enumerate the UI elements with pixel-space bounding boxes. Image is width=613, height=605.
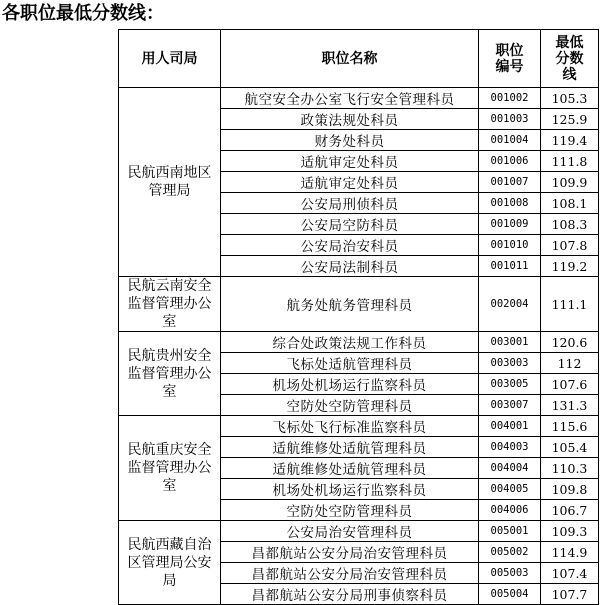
table-row bbox=[119, 88, 599, 109]
score-cell: 120.6 bbox=[541, 332, 599, 353]
table-header-row bbox=[119, 30, 599, 88]
code-cell: 003005 bbox=[479, 374, 541, 395]
score-cell: 107.7 bbox=[541, 584, 599, 605]
score-cell: 111.1 bbox=[541, 277, 599, 332]
code-cell: 001004 bbox=[479, 130, 541, 151]
header-code: 职位编号 bbox=[479, 30, 541, 88]
code-cell: 001003 bbox=[479, 109, 541, 130]
code-cell: 003007 bbox=[479, 395, 541, 416]
position-cell: 适航维修处适航管理科员 bbox=[221, 437, 479, 458]
score-cell: 109.8 bbox=[541, 479, 599, 500]
code-cell: 004004 bbox=[479, 458, 541, 479]
position-cell: 公安局治安管理科员 bbox=[221, 521, 479, 542]
position-cell: 综合处政策法规工作科员 bbox=[221, 332, 479, 353]
position-cell: 公安局治安科员 bbox=[221, 235, 479, 256]
score-cell: 112 bbox=[541, 353, 599, 374]
score-cell: 105.4 bbox=[541, 437, 599, 458]
position-cell: 昌都航站公安分局治安管理科员 bbox=[221, 563, 479, 584]
position-cell: 适航审定处科员 bbox=[221, 172, 479, 193]
score-cell: 107.6 bbox=[541, 374, 599, 395]
score-cell: 115.6 bbox=[541, 416, 599, 437]
code-cell: 005004 bbox=[479, 584, 541, 605]
position-cell: 昌都航站公安分局刑事侦察科员 bbox=[221, 584, 479, 605]
code-cell: 003001 bbox=[479, 332, 541, 353]
score-cell: 109.3 bbox=[541, 521, 599, 542]
position-cell: 公安局法制科员 bbox=[221, 256, 479, 277]
table-row bbox=[119, 277, 599, 332]
code-cell: 004006 bbox=[479, 500, 541, 521]
code-cell: 004003 bbox=[479, 437, 541, 458]
position-cell: 机场处机场运行监察科员 bbox=[221, 374, 479, 395]
score-cell: 109.9 bbox=[541, 172, 599, 193]
position-cell: 公安局刑侦科员 bbox=[221, 193, 479, 214]
code-cell: 001008 bbox=[479, 193, 541, 214]
score-cell: 108.3 bbox=[541, 214, 599, 235]
code-cell: 005002 bbox=[479, 542, 541, 563]
table-body bbox=[119, 88, 599, 605]
unit-cell: 民航西藏自治区管理局公安局 bbox=[119, 521, 221, 605]
code-cell: 001006 bbox=[479, 151, 541, 172]
position-cell: 适航审定处科员 bbox=[221, 151, 479, 172]
code-cell: 004005 bbox=[479, 479, 541, 500]
position-cell: 飞标处适航管理科员 bbox=[221, 353, 479, 374]
score-cell: 119.4 bbox=[541, 130, 599, 151]
header-unit: 用人司局 bbox=[119, 30, 221, 88]
code-cell: 001011 bbox=[479, 256, 541, 277]
unit-cell: 民航云南安全监督管理办公室 bbox=[119, 277, 221, 332]
code-cell: 002004 bbox=[479, 277, 541, 332]
code-cell: 005003 bbox=[479, 563, 541, 584]
unit-cell: 民航贵州安全监督管理办公室 bbox=[119, 332, 221, 416]
position-cell: 政策法规处科员 bbox=[221, 109, 479, 130]
page-title: 各职位最低分数线： bbox=[2, 3, 164, 24]
score-cell: 119.2 bbox=[541, 256, 599, 277]
position-cell: 空防处空防管理科员 bbox=[221, 500, 479, 521]
position-cell: 飞标处飞行标准监察科员 bbox=[221, 416, 479, 437]
code-cell: 001009 bbox=[479, 214, 541, 235]
position-cell: 财务处科员 bbox=[221, 130, 479, 151]
code-cell: 004001 bbox=[479, 416, 541, 437]
position-cell: 空防处空防管理科员 bbox=[221, 395, 479, 416]
code-cell: 001002 bbox=[479, 88, 541, 109]
score-cell: 114.9 bbox=[541, 542, 599, 563]
score-cell: 111.8 bbox=[541, 151, 599, 172]
position-cell: 适航维修处适航管理科员 bbox=[221, 458, 479, 479]
position-cell: 航务处航务管理科员 bbox=[221, 277, 479, 332]
position-cell: 航空安全办公室飞行安全管理科员 bbox=[221, 88, 479, 109]
score-cell: 107.8 bbox=[541, 235, 599, 256]
code-cell: 001010 bbox=[479, 235, 541, 256]
unit-cell: 民航西南地区管理局 bbox=[119, 88, 221, 277]
score-cell: 105.3 bbox=[541, 88, 599, 109]
position-cell: 公安局空防科员 bbox=[221, 214, 479, 235]
code-cell: 005001 bbox=[479, 521, 541, 542]
score-cell: 108.1 bbox=[541, 193, 599, 214]
code-cell: 003003 bbox=[479, 353, 541, 374]
header-score: 最低分数线 bbox=[541, 30, 599, 88]
header-position: 职位名称 bbox=[221, 30, 479, 88]
score-cell: 125.9 bbox=[541, 109, 599, 130]
score-cell: 107.4 bbox=[541, 563, 599, 584]
table-row bbox=[119, 332, 599, 353]
code-cell: 001007 bbox=[479, 172, 541, 193]
score-table bbox=[118, 29, 599, 605]
score-cell: 106.7 bbox=[541, 500, 599, 521]
score-cell: 131.3 bbox=[541, 395, 599, 416]
position-cell: 机场处机场运行监察科员 bbox=[221, 479, 479, 500]
table-row bbox=[119, 521, 599, 542]
table-row bbox=[119, 416, 599, 437]
position-cell: 昌都航站公安分局治安管理科员 bbox=[221, 542, 479, 563]
unit-cell: 民航重庆安全监督管理办公室 bbox=[119, 416, 221, 521]
score-cell: 110.3 bbox=[541, 458, 599, 479]
